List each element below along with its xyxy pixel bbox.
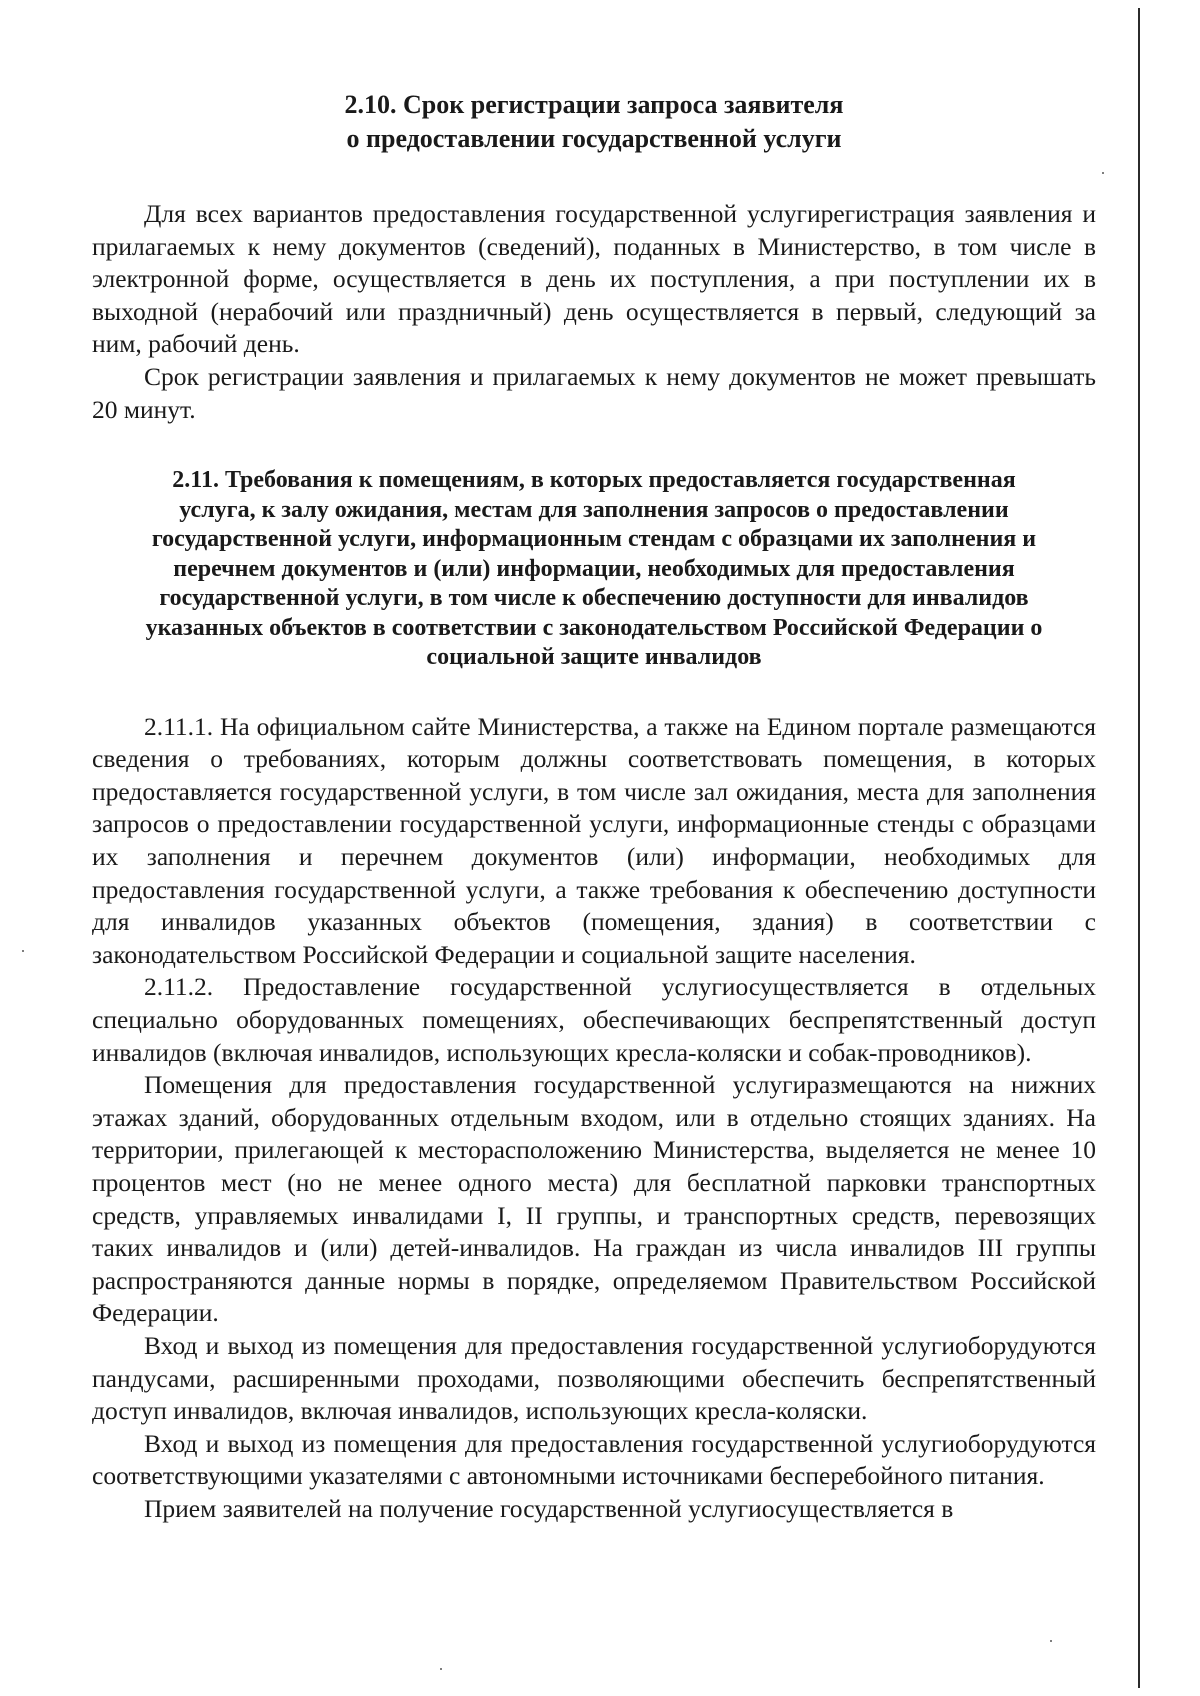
scan-speck bbox=[1102, 172, 1104, 174]
section-2-10-heading bbox=[92, 88, 1096, 156]
paragraph-2-11-1: 2.11.1. На официальном сайте Министерства, а также на Едином портале размещаются сведения о требованиях, которым должны соответствовать помещения, в которых предоставляется государственной услуги, в том числе зал ожидания, места для заполнения запросов о предоставлении государственной услуги, информационные стенды с образцами их заполнения и перечнем документов (или) информации, необходимых для предоставления государственной услуги, а также требования к обеспечению доступности для инвалидов указанных объектов (помещения, здания) в соответствии с законодательством Российской Федерации и социальной защите населения. bbox=[92, 711, 1096, 969]
scan-edge-line bbox=[1138, 8, 1140, 1688]
paragraph-2-11-2: 2.11.2. Предоставление государственной услугиосуществляется в отдельных специально оборудованных помещениях, обеспечивающих беспрепятственный доступ инвалидов (включая инвалидов, использующих кресла-коляски и собак-проводников). bbox=[92, 972, 1096, 1067]
paragraph-reception: Прием заявителей на получение государственной услугиосуществляется в bbox=[144, 1493, 954, 1523]
heading-line: 2.11. Требования к помещениям, в которых предоставляется государственная bbox=[172, 467, 1016, 494]
heading-line: о предоставлении государственной услуги bbox=[346, 124, 842, 153]
paragraph-entrance-signs: Вход и выход из помещения для предоставления государственной услугиоборудуются соответствующими указателями с автономными источниками бесперебойного питания. bbox=[92, 1428, 1096, 1491]
heading-line: указанных объектов в соответствии с законодательством Российской Федерации о bbox=[145, 614, 1043, 641]
heading-line: государственной услуги, информационным стендам с образцами их заполнения и bbox=[151, 526, 1037, 553]
scan-speck bbox=[22, 950, 24, 952]
paragraph-entrance-ramps: Вход и выход из помещения для предоставления государственной услугиоборудуются пандусами, расширенными проходами, позволяющими обеспечить беспрепятственный доступ инвалидов, включая инвалидов, использующих кресла-коляски. bbox=[92, 1330, 1096, 1426]
paragraph-premises-parking: Помещения для предоставления государственной услугиразмещаются на нижних этажах зданий, оборудованных отдельным входом, или в отдельно стоящих зданиях. На территории, прилегающей к месторасположению Министерства, выделяется не менее 10 процентов мест (но не менее одного места) для бесплатной парковки транспортных средств, управляемых инвалидами I, II группы, и транспортных средств, перевозящих таких инвалидов и (или) детей-инвалидов. На граждан из числа инвалидов III группы распространяются данные нормы в порядке, определяемом Правительством Российской Федерации. bbox=[92, 1070, 1096, 1328]
scan-speck bbox=[1050, 1640, 1052, 1642]
paragraph-registration-limit: Срок регистрации заявления и прилагаемых к нему документов не может превышать 20 минут. bbox=[92, 361, 1096, 424]
heading-line: социальной защите инвалидов bbox=[426, 644, 762, 671]
scan-speck bbox=[440, 1668, 442, 1670]
heading-line: государственной услуги, в том числе к обеспечению доступности для инвалидов bbox=[159, 585, 1029, 612]
paragraph-registration-timing: Для всех вариантов предоставления государственной услугирегистрация заявления и прилагаемых к нему документов (сведений), поданных в Министерство, в том числе в электронной форме, осуществляется в день их поступления, а при поступлении их в выходной (нерабочий или праздничный) день осуществляется в первый, следующий за ним, рабочий день. bbox=[92, 199, 1096, 359]
heading-line: 2.10. Срок регистрации запроса заявителя bbox=[344, 90, 844, 119]
heading-line: услуга, к залу ожидания, местам для заполнения запросов о предоставлении bbox=[179, 496, 1009, 523]
section-2-11-heading bbox=[92, 466, 1096, 673]
heading-line: перечнем документов и (или) информации, необходимых для предоставления bbox=[173, 555, 1015, 582]
document-body bbox=[92, 88, 1096, 1526]
